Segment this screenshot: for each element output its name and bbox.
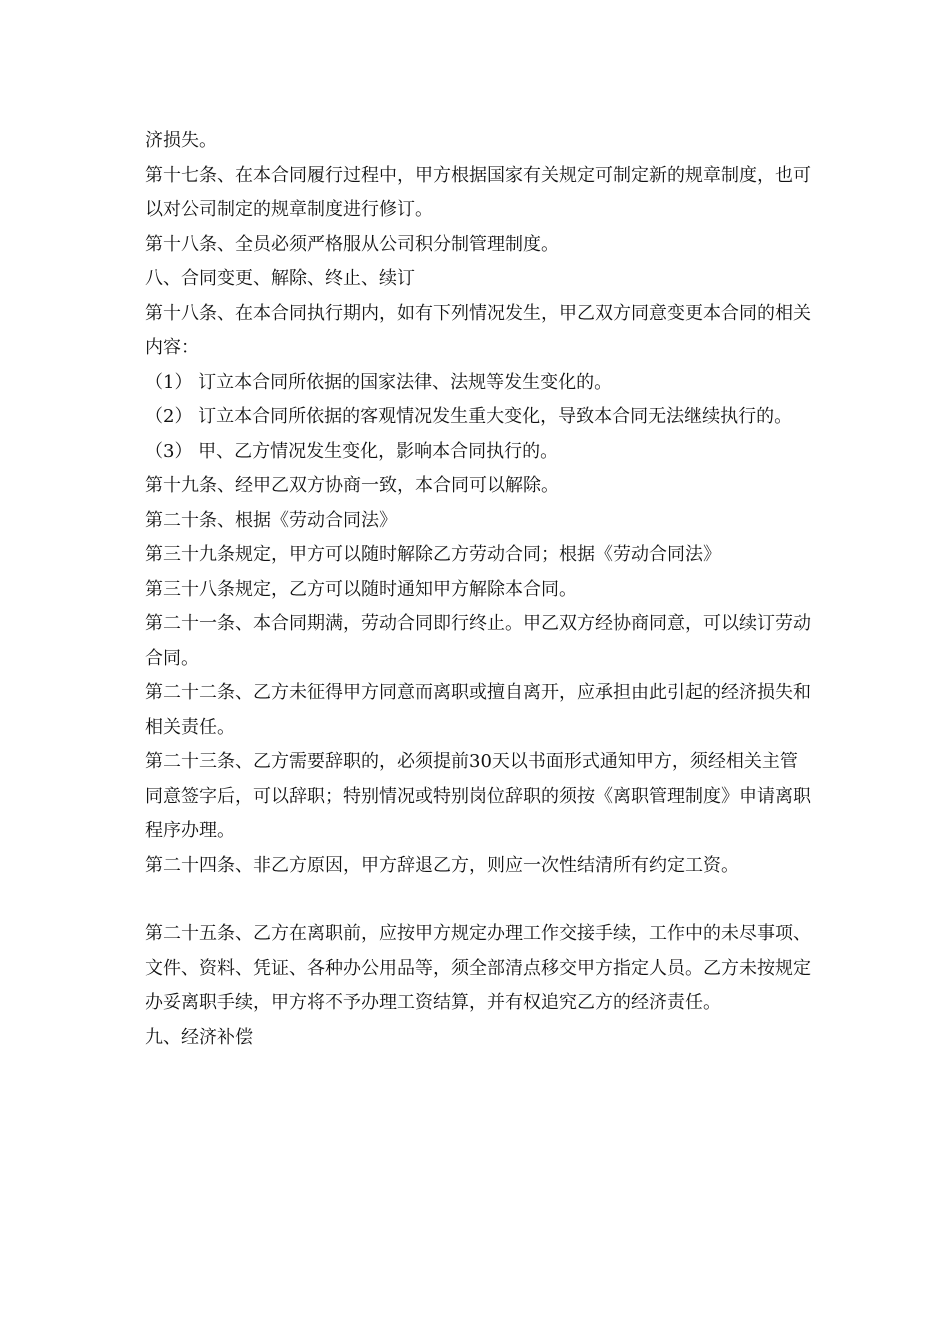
article-25: 第二十五条、乙方在离职前，应按甲方规定办理工作交接手续，工作中的未尽事项、文件、资料、凭证、各种办公用品等，须全部清点移交甲方指定人员。乙方未按规定办妥离职手续，甲方将不予办理工资结算，并有权追究乙方的经济责任。	[145, 923, 811, 1013]
article-39-reference: 第三十九条规定，甲方可以随时解除乙方劳动合同；根据《劳动合同法》	[145, 544, 721, 565]
article-22: 第二十二条、乙方未征得甲方同意而离职或擅自离开，应承担由此引起的经济损失和相关责任。	[145, 682, 811, 738]
article-20: 第二十条、根据《劳动合同法》	[145, 509, 397, 531]
list-item-3: （3） 甲、乙方情况发生变化，影响本合同执行的。	[145, 440, 559, 462]
paragraph-continuation: 济损失。	[145, 130, 217, 151]
list-item-2: （2） 订立本合同所依据的客观情况发生重大变化，导致本合同无法继续执行的。	[145, 406, 793, 427]
section-8-heading: 八、合同变更、解除、终止、续订	[145, 268, 415, 289]
article-18-contract-change: 第十八条、在本合同执行期内，如有下列情况发生，甲乙双方同意变更本合同的相关内容：	[145, 302, 811, 358]
article-24: 第二十四条、非乙方原因，甲方辞退乙方，则应一次性结清所有约定工资。	[145, 854, 739, 876]
article-23: 第二十三条、乙方需要辞职的，必须提前30天以书面形式通知甲方，须经相关主管同意签字后，可以辞职；特别情况或特别岗位辞职的须按《离职管理制度》申请离职程序办理。	[145, 751, 811, 841]
section-9-heading: 九、经济补偿	[145, 1026, 253, 1048]
list-item-1: （1） 订立本合同所依据的国家法律、法规等发生变化的。	[145, 371, 613, 393]
article-18-points-system: 第十八条、全员必须严格服从公司积分制管理制度。	[145, 233, 559, 255]
document-body	[145, 124, 815, 1055]
article-19: 第十九条、经甲乙双方协商一致，本合同可以解除。	[145, 475, 559, 496]
article-17: 第十七条、在本合同履行过程中，甲方根据国家有关规定可制定新的规章制度，也可以对公司制定的规章制度进行修订。	[145, 164, 811, 220]
article-38-reference: 第三十八条规定，乙方可以随时通知甲方解除本合同。	[145, 578, 577, 600]
article-21: 第二十一条、本合同期满，劳动合同即行终止。甲乙双方经协商同意，可以续订劳动合同。	[145, 613, 811, 669]
blank-line	[145, 883, 815, 917]
